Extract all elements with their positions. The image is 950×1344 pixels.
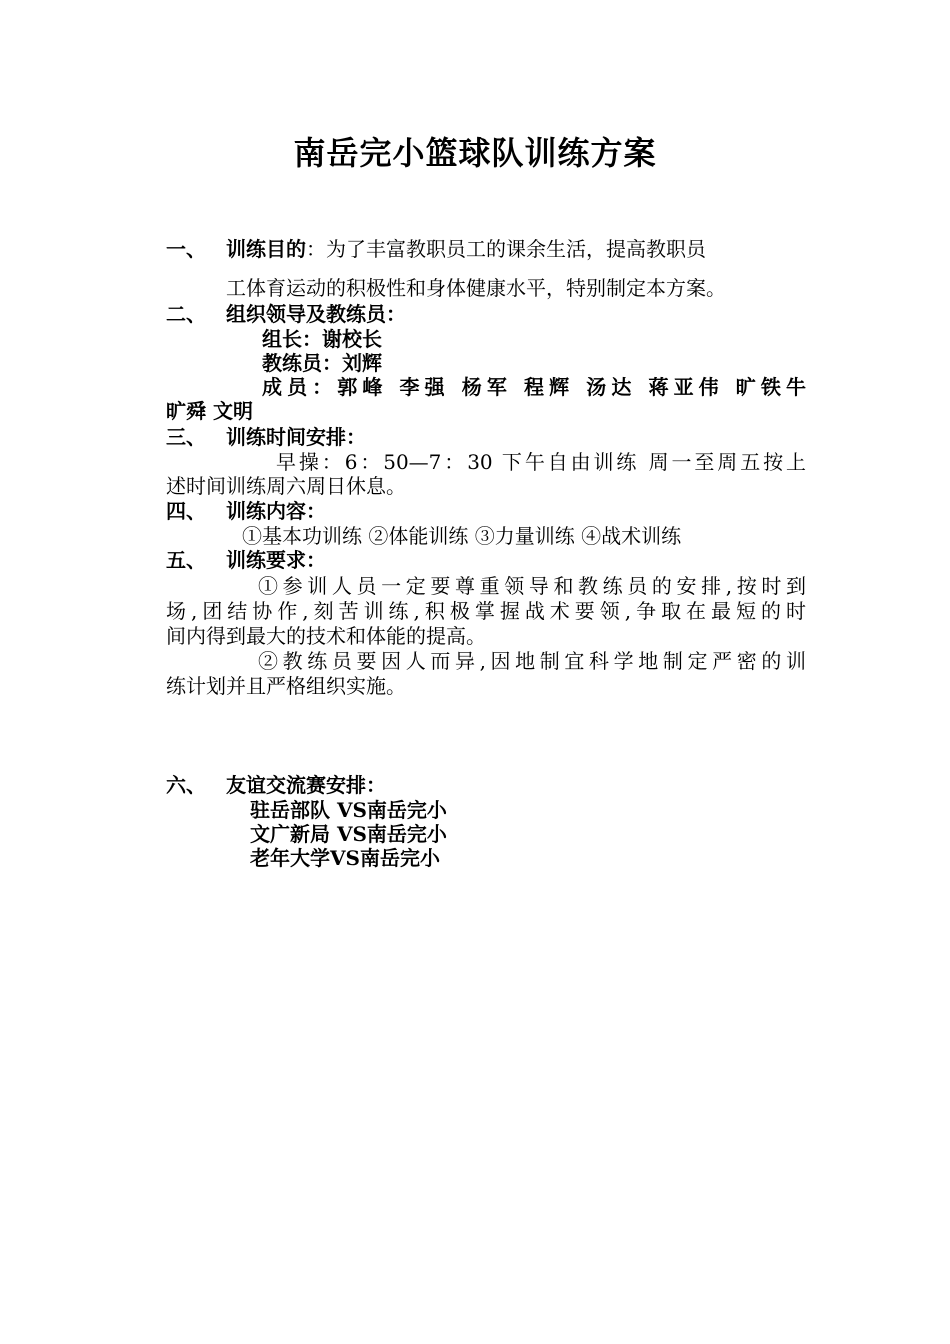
section-6-number: 六、 [166, 773, 206, 797]
section-5-req-1-line-1: ①参训人员一定要尊重领导和教练员的安排,按时到 [258, 574, 806, 598]
section-5-req-2-line-2: 练计划并且严格组织实施。 [166, 674, 406, 698]
section-2-members-1: 成员：郭峰 李强 杨军 程辉 汤达 蒋亚伟 旷铁牛 [262, 375, 806, 399]
section-2-coach: 教练员：刘辉 [262, 351, 382, 375]
match-3: 老年大学VS南岳完小 [250, 846, 440, 870]
section-3-number: 三、 [166, 425, 206, 449]
section-1-line-1 [226, 237, 806, 261]
section-6-heading: 友谊交流赛安排： [226, 773, 386, 797]
match-2: 文广新局 VS南岳完小 [250, 822, 447, 846]
section-2-members-2: 旷舜 文明 [166, 399, 253, 423]
section-4-heading: 训练内容： [226, 499, 326, 523]
section-2-heading: 组织领导及教练员： [226, 302, 406, 326]
section-1-colon: ： [306, 237, 326, 261]
section-5-req-2-line-1: ②教练员要因人而异,因地制宜科学地制定严密的训 [258, 649, 806, 673]
match-1: 驻岳部队 VS南岳完小 [250, 798, 447, 822]
section-3-text-1: 早操：6：50—7：30 下午自由训练 周一至周五按上 [276, 450, 806, 474]
section-5-number: 五、 [166, 548, 206, 572]
section-2-number: 二、 [166, 302, 206, 326]
section-3-text-2: 述时间训练周六周日休息。 [166, 474, 406, 498]
section-1-heading: 训练目的 [226, 237, 306, 261]
document-title: 南岳完小篮球队训练方案 [293, 134, 657, 172]
section-4-number: 四、 [166, 499, 206, 523]
section-5-req-1-line-3: 间内得到最大的技术和体能的提高。 [166, 624, 486, 648]
section-1-number: 一、 [166, 237, 206, 261]
section-4-text: ①基本功训练 ②体能训练 ③力量训练 ④战术训练 [242, 524, 682, 548]
section-5-req-1-line-2: 场,团结协作,刻苦训练,积极掌握战术要领,争取在最短的时 [166, 599, 806, 623]
section-1-text-2: 工体育运动的积极性和身体健康水平，特别制定本方案。 [226, 276, 726, 300]
section-2-leader: 组长：谢校长 [262, 327, 382, 351]
section-5-heading: 训练要求： [226, 548, 326, 572]
section-1-text-1: 为了丰富教职员工的课余生活，提高教职员 [326, 237, 706, 261]
section-3-heading: 训练时间安排： [226, 425, 366, 449]
